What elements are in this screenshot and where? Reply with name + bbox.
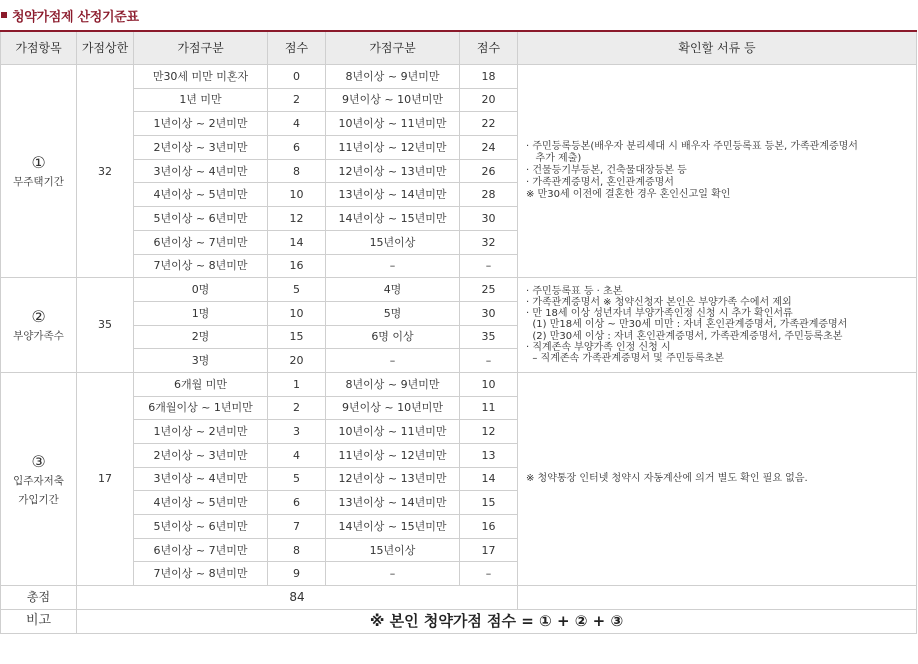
score-b-cell: 16 xyxy=(460,515,518,539)
range-a-cell: 2명 xyxy=(134,325,268,349)
score-b-cell: 30 xyxy=(460,301,518,325)
page-title: 청약가점제 산정기준표 xyxy=(12,9,139,25)
header-row xyxy=(1,31,917,65)
score-b-cell: 15 xyxy=(460,491,518,515)
score-b-cell: 17 xyxy=(460,538,518,562)
category-max-score: 17 xyxy=(77,372,134,585)
category-max-score: 35 xyxy=(77,278,134,373)
score-b-cell: 35 xyxy=(460,325,518,349)
category-number: ① xyxy=(31,153,46,173)
score-a-cell: 9 xyxy=(268,562,326,586)
category-cell xyxy=(1,278,77,373)
category-max-score: 32 xyxy=(77,65,134,278)
document-line: · 만 18세 이상 성년자녀 부양가족인정 신청 시 추가 확인서류 xyxy=(526,308,793,320)
range-b-cell: 8년이상 ~ 9년미만 xyxy=(326,372,460,396)
range-b-cell: 12년이상 ~ 13년미만 xyxy=(326,467,460,491)
range-a-cell: 만30세 미만 미혼자 xyxy=(134,65,268,89)
range-a-cell: 6년이상 ~ 7년미만 xyxy=(134,538,268,562)
range-a-cell: 3년이상 ~ 4년미만 xyxy=(134,467,268,491)
note-label: 비고 xyxy=(1,609,77,633)
document-line: (1) 만18세 이상 ~ 만30세 미만 : 자녀 혼인관계증명서, 가족관계증명서 xyxy=(526,319,848,331)
score-a-cell: 6 xyxy=(268,136,326,160)
range-b-cell: – xyxy=(326,562,460,586)
score-a-cell: 7 xyxy=(268,515,326,539)
score-b-cell: 10 xyxy=(460,372,518,396)
score-b-cell: – xyxy=(460,562,518,586)
document-line: 추가 제출) xyxy=(526,153,582,165)
score-a-cell: 20 xyxy=(268,349,326,373)
range-a-cell: 4년이상 ~ 5년미만 xyxy=(134,491,268,515)
range-a-cell: 5년이상 ~ 6년미만 xyxy=(134,515,268,539)
note-row xyxy=(1,609,917,633)
document-line: · 주민등록표 등 · 초본 xyxy=(526,285,623,297)
score-a-cell: 10 xyxy=(268,301,326,325)
table-row xyxy=(1,278,917,302)
range-a-cell: 2년이상 ~ 3년미만 xyxy=(134,136,268,160)
range-a-cell: 5년이상 ~ 6년미만 xyxy=(134,207,268,231)
score-a-cell: 12 xyxy=(268,207,326,231)
score-a-cell: 5 xyxy=(268,467,326,491)
category-number: ② xyxy=(31,307,46,327)
title-bullet-icon xyxy=(1,12,7,18)
range-a-cell: 7년이상 ~ 8년미만 xyxy=(134,254,268,278)
score-a-cell: 10 xyxy=(268,183,326,207)
range-b-cell: 15년이상 xyxy=(326,538,460,562)
header-score-b: 점수 xyxy=(460,31,518,65)
range-b-cell: – xyxy=(326,349,460,373)
range-b-cell: 10년이상 ~ 11년미만 xyxy=(326,420,460,444)
total-row xyxy=(1,586,917,610)
document-line: ※ 청약통장 인터넷 청약시 자동계산에 의거 별도 확인 필요 없음. xyxy=(526,473,808,485)
header-score-a: 점수 xyxy=(268,31,326,65)
document-line: · 건물등기부등본, 건축물대장등본 등 xyxy=(526,165,687,177)
score-a-cell: 8 xyxy=(268,159,326,183)
score-a-cell: 4 xyxy=(268,444,326,468)
score-b-cell: 24 xyxy=(460,136,518,160)
range-a-cell: 0명 xyxy=(134,278,268,302)
table-row xyxy=(1,372,917,396)
range-b-cell: 5명 xyxy=(326,301,460,325)
range-b-cell: 11년이상 ~ 12년미만 xyxy=(326,444,460,468)
score-a-cell: 5 xyxy=(268,278,326,302)
range-a-cell: 1년 미만 xyxy=(134,88,268,112)
document-line: · 직계존속 부양가족 인정 신청 시 xyxy=(526,342,671,353)
document-line: (2) 만30세 이상 : 자녀 혼인관계증명서, 가족관계증명서, 주민등록초본 xyxy=(526,330,843,342)
document-line: · 가족관계증명서, 혼인관계증명서 xyxy=(526,177,674,189)
range-b-cell: 9년이상 ~ 10년미만 xyxy=(326,396,460,420)
score-b-cell: – xyxy=(460,254,518,278)
score-b-cell: 11 xyxy=(460,396,518,420)
score-a-cell: 2 xyxy=(268,88,326,112)
score-a-cell: 0 xyxy=(268,65,326,89)
header-range-b: 가점구분 xyxy=(326,31,460,65)
score-b-cell: – xyxy=(460,349,518,373)
range-a-cell: 2년이상 ~ 3년미만 xyxy=(134,444,268,468)
score-b-cell: 20 xyxy=(460,88,518,112)
score-a-cell: 1 xyxy=(268,372,326,396)
score-a-cell: 3 xyxy=(268,420,326,444)
scoring-table xyxy=(0,30,917,634)
required-documents xyxy=(518,65,917,278)
range-a-cell: 6개월이상 ~ 1년미만 xyxy=(134,396,268,420)
category-cell xyxy=(1,65,77,278)
range-b-cell: 11년이상 ~ 12년미만 xyxy=(326,136,460,160)
score-a-cell: 6 xyxy=(268,491,326,515)
document-line: · 주민등록등본(배우자 분리세대 시 배우자 주민등록표 등본, 가족관계증명서 xyxy=(526,141,858,153)
range-b-cell: 10년이상 ~ 11년미만 xyxy=(326,112,460,136)
range-b-cell: 12년이상 ~ 13년미만 xyxy=(326,159,460,183)
range-b-cell: 8년이상 ~ 9년미만 xyxy=(326,65,460,89)
category-cell xyxy=(1,372,77,585)
range-a-cell: 4년이상 ~ 5년미만 xyxy=(134,183,268,207)
range-b-cell: 15년이상 xyxy=(326,230,460,254)
score-b-cell: 13 xyxy=(460,444,518,468)
range-a-cell: 6개월 미만 xyxy=(134,372,268,396)
score-a-cell: 14 xyxy=(268,230,326,254)
page-title-bar xyxy=(0,0,918,30)
range-b-cell: – xyxy=(326,254,460,278)
category-name: 무주택기간 xyxy=(13,176,64,189)
document-line: · 가족관계증명서 ※ 청약신청자 본인은 부양가족 수에서 제외 xyxy=(526,296,792,308)
range-b-cell: 6명 이상 xyxy=(326,325,460,349)
range-a-cell: 1명 xyxy=(134,301,268,325)
category-name-line2: 가입기간 xyxy=(18,493,59,506)
range-a-cell: 1년이상 ~ 2년미만 xyxy=(134,420,268,444)
score-b-cell: 28 xyxy=(460,183,518,207)
document-line: ※ 만30세 이전에 결혼한 경우 혼인신고일 확인 xyxy=(526,189,731,201)
total-empty-cell xyxy=(518,586,917,610)
category-number: ③ xyxy=(31,451,46,471)
score-formula: ※ 본인 청약가점 점수 = ① + ② + ③ xyxy=(77,609,917,633)
score-b-cell: 22 xyxy=(460,112,518,136)
score-a-cell: 16 xyxy=(268,254,326,278)
score-a-cell: 4 xyxy=(268,112,326,136)
range-a-cell: 6년이상 ~ 7년미만 xyxy=(134,230,268,254)
header-category: 가점항목 xyxy=(1,31,77,65)
category-name: 입주자저축 xyxy=(13,475,64,488)
range-a-cell: 1년이상 ~ 2년미만 xyxy=(134,112,268,136)
range-b-cell: 13년이상 ~ 14년미만 xyxy=(326,491,460,515)
document-line: – 직계존속 가족관계증명서 및 주민등록초본 xyxy=(526,353,724,365)
header-range-a: 가점구분 xyxy=(134,31,268,65)
score-b-cell: 26 xyxy=(460,159,518,183)
category-name: 부양가족수 xyxy=(13,330,64,343)
range-a-cell: 3명 xyxy=(134,349,268,373)
score-b-cell: 12 xyxy=(460,420,518,444)
total-value: 84 xyxy=(77,586,518,610)
score-a-cell: 2 xyxy=(268,396,326,420)
score-b-cell: 14 xyxy=(460,467,518,491)
header-docs: 확인할 서류 등 xyxy=(518,31,917,65)
total-label: 총점 xyxy=(1,586,77,610)
header-max: 가점상한 xyxy=(77,31,134,65)
range-b-cell: 4명 xyxy=(326,278,460,302)
score-b-cell: 30 xyxy=(460,207,518,231)
range-a-cell: 3년이상 ~ 4년미만 xyxy=(134,159,268,183)
range-a-cell: 7년이상 ~ 8년미만 xyxy=(134,562,268,586)
range-b-cell: 14년이상 ~ 15년미만 xyxy=(326,207,460,231)
range-b-cell: 9년이상 ~ 10년미만 xyxy=(326,88,460,112)
required-documents xyxy=(518,372,917,585)
range-b-cell: 14년이상 ~ 15년미만 xyxy=(326,515,460,539)
range-b-cell: 13년이상 ~ 14년미만 xyxy=(326,183,460,207)
table-row xyxy=(1,65,917,89)
score-b-cell: 32 xyxy=(460,230,518,254)
score-a-cell: 15 xyxy=(268,325,326,349)
required-documents xyxy=(518,278,917,373)
score-b-cell: 18 xyxy=(460,65,518,89)
score-a-cell: 8 xyxy=(268,538,326,562)
score-b-cell: 25 xyxy=(460,278,518,302)
